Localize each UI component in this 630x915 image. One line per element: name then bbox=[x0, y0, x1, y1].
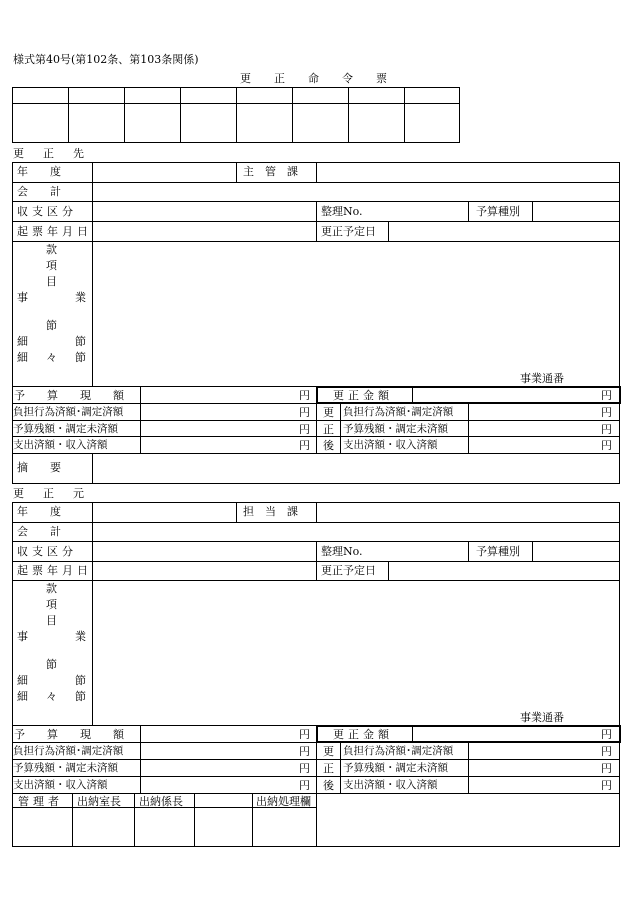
approval-kanrisha: 管理者 bbox=[18, 795, 63, 808]
src-nendo-label: 年 度 bbox=[17, 505, 61, 518]
form-number: 様式第40号(第102条、第103条関係) bbox=[13, 53, 199, 66]
src-moku-label: 目 bbox=[46, 614, 57, 627]
section-dest-heading: 更 正 先 bbox=[13, 147, 88, 160]
src-after-3: 後 bbox=[323, 779, 334, 792]
dest-zangaku-yen: 円 bbox=[299, 423, 310, 436]
src-after-futan-label: 負担行為済額･調定済額 bbox=[343, 745, 454, 757]
dest-yosan-shubetsu-label: 予算種別 bbox=[476, 205, 520, 218]
dest-shushi-label: 収支区分 bbox=[17, 205, 77, 218]
dest-after-2: 正 bbox=[323, 423, 334, 436]
dest-saisetsu-left: 細 bbox=[17, 335, 28, 348]
src-kan-label: 款 bbox=[46, 582, 57, 595]
dest-kosei-yoteibi-label: 更正予定日 bbox=[321, 225, 376, 238]
src-saisai-right: 節 bbox=[75, 690, 86, 703]
dest-kaikei-label: 会 計 bbox=[17, 185, 61, 198]
dest-saisai-mid: 々 bbox=[46, 351, 57, 364]
dest-seiri-label: 整理No. bbox=[321, 205, 363, 218]
dest-yosan-gengaku-label: 予 算 現 額 bbox=[14, 389, 124, 402]
src-futan-label: 負担行為済額･調定済額 bbox=[13, 745, 124, 757]
dest-saisai-left: 細 bbox=[17, 351, 28, 364]
src-kaikei-label: 会 計 bbox=[17, 525, 61, 538]
dest-after-zangaku-label: 予算残額・調定未済額 bbox=[343, 423, 448, 435]
dest-after-shishutsu-yen: 円 bbox=[601, 439, 612, 452]
dest-moku-label: 目 bbox=[46, 275, 57, 288]
src-yosan-gengaku-label: 予 算 現 額 bbox=[14, 728, 124, 741]
src-setsu-label: 節 bbox=[46, 658, 57, 671]
src-kosei-yoteibi-label: 更正予定日 bbox=[321, 564, 376, 577]
src-kosei-kingaku-yen: 円 bbox=[601, 728, 612, 741]
dest-kihyo-label: 起票年月日 bbox=[17, 225, 92, 238]
src-yosan-gengaku-yen: 円 bbox=[299, 728, 310, 741]
approval-shori: 出納処理欄 bbox=[256, 795, 311, 808]
src-tanto-label: 担 当 課 bbox=[243, 505, 298, 518]
dest-after-futan-yen: 円 bbox=[601, 406, 612, 419]
dest-saisai-right: 節 bbox=[75, 351, 86, 364]
src-saisai-left: 細 bbox=[17, 690, 28, 703]
src-ko-label: 項 bbox=[46, 598, 57, 611]
dest-futan-label: 負担行為済額･調定済額 bbox=[13, 406, 124, 418]
dest-kosei-kingaku-label: 更正金額 bbox=[333, 389, 393, 402]
src-after-zangaku-label: 予算残額・調定未済額 bbox=[343, 762, 448, 774]
dest-tekiyo-label: 摘 要 bbox=[17, 461, 61, 474]
approval-shitsucho: 出納室長 bbox=[77, 795, 121, 808]
dest-jigyo-tsuban: 事業通番 bbox=[520, 372, 564, 385]
dest-saisetsu-right: 節 bbox=[75, 335, 86, 348]
src-jigyo-left: 事 bbox=[17, 630, 28, 643]
dest-shishutsu-label: 支出済額・収入済額 bbox=[13, 439, 108, 451]
src-after-1: 更 bbox=[323, 745, 334, 758]
section-src-heading: 更 正 元 bbox=[13, 487, 88, 500]
dest-kan-label: 款 bbox=[46, 243, 57, 256]
dest-jigyo-right: 業 bbox=[75, 291, 86, 304]
src-jigyo-right: 業 bbox=[75, 630, 86, 643]
dest-shukan-label: 主 管 課 bbox=[243, 165, 298, 178]
approval-kakaricho: 出納係長 bbox=[139, 795, 183, 808]
dest-after-zangaku-yen: 円 bbox=[601, 423, 612, 436]
src-after-shishutsu-label: 支出済額・収入済額 bbox=[343, 779, 438, 791]
dest-shishutsu-yen: 円 bbox=[299, 439, 310, 452]
dest-after-futan-label: 負担行為済額･調定済額 bbox=[343, 406, 454, 418]
src-futan-yen: 円 bbox=[299, 745, 310, 758]
dest-after-3: 後 bbox=[323, 439, 334, 452]
src-saisai-mid: 々 bbox=[46, 690, 57, 703]
dest-futan-yen: 円 bbox=[299, 406, 310, 419]
src-saisetsu-right: 節 bbox=[75, 674, 86, 687]
src-zangaku-yen: 円 bbox=[299, 762, 310, 775]
dest-yosan-gengaku-yen: 円 bbox=[299, 389, 310, 402]
dest-zangaku-label: 予算残額・調定未済額 bbox=[13, 423, 118, 435]
dest-jigyo-left: 事 bbox=[17, 291, 28, 304]
src-saisetsu-left: 細 bbox=[17, 674, 28, 687]
src-jigyo-tsuban: 事業通番 bbox=[520, 711, 564, 724]
src-after-zangaku-yen: 円 bbox=[601, 762, 612, 775]
src-after-futan-yen: 円 bbox=[601, 745, 612, 758]
src-shishutsu-yen: 円 bbox=[299, 779, 310, 792]
src-yosan-shubetsu-label: 予算種別 bbox=[476, 545, 520, 558]
dest-after-shishutsu-label: 支出済額・収入済額 bbox=[343, 439, 438, 451]
dest-setsu-label: 節 bbox=[46, 319, 57, 332]
src-zangaku-label: 予算残額・調定未済額 bbox=[13, 762, 118, 774]
src-after-2: 正 bbox=[323, 762, 334, 775]
form-title: 更 正 命 令 票 bbox=[240, 72, 393, 85]
dest-kosei-kingaku-yen: 円 bbox=[601, 389, 612, 402]
src-seiri-label: 整理No. bbox=[321, 545, 363, 558]
src-kihyo-label: 起票年月日 bbox=[17, 564, 92, 577]
dest-nendo-label: 年 度 bbox=[17, 165, 61, 178]
dest-after-1: 更 bbox=[323, 406, 334, 419]
src-shushi-label: 収支区分 bbox=[17, 545, 77, 558]
dest-ko-label: 項 bbox=[46, 259, 57, 272]
src-shishutsu-label: 支出済額・収入済額 bbox=[13, 779, 108, 791]
src-after-shishutsu-yen: 円 bbox=[601, 779, 612, 792]
src-kosei-kingaku-label: 更正金額 bbox=[333, 728, 393, 741]
